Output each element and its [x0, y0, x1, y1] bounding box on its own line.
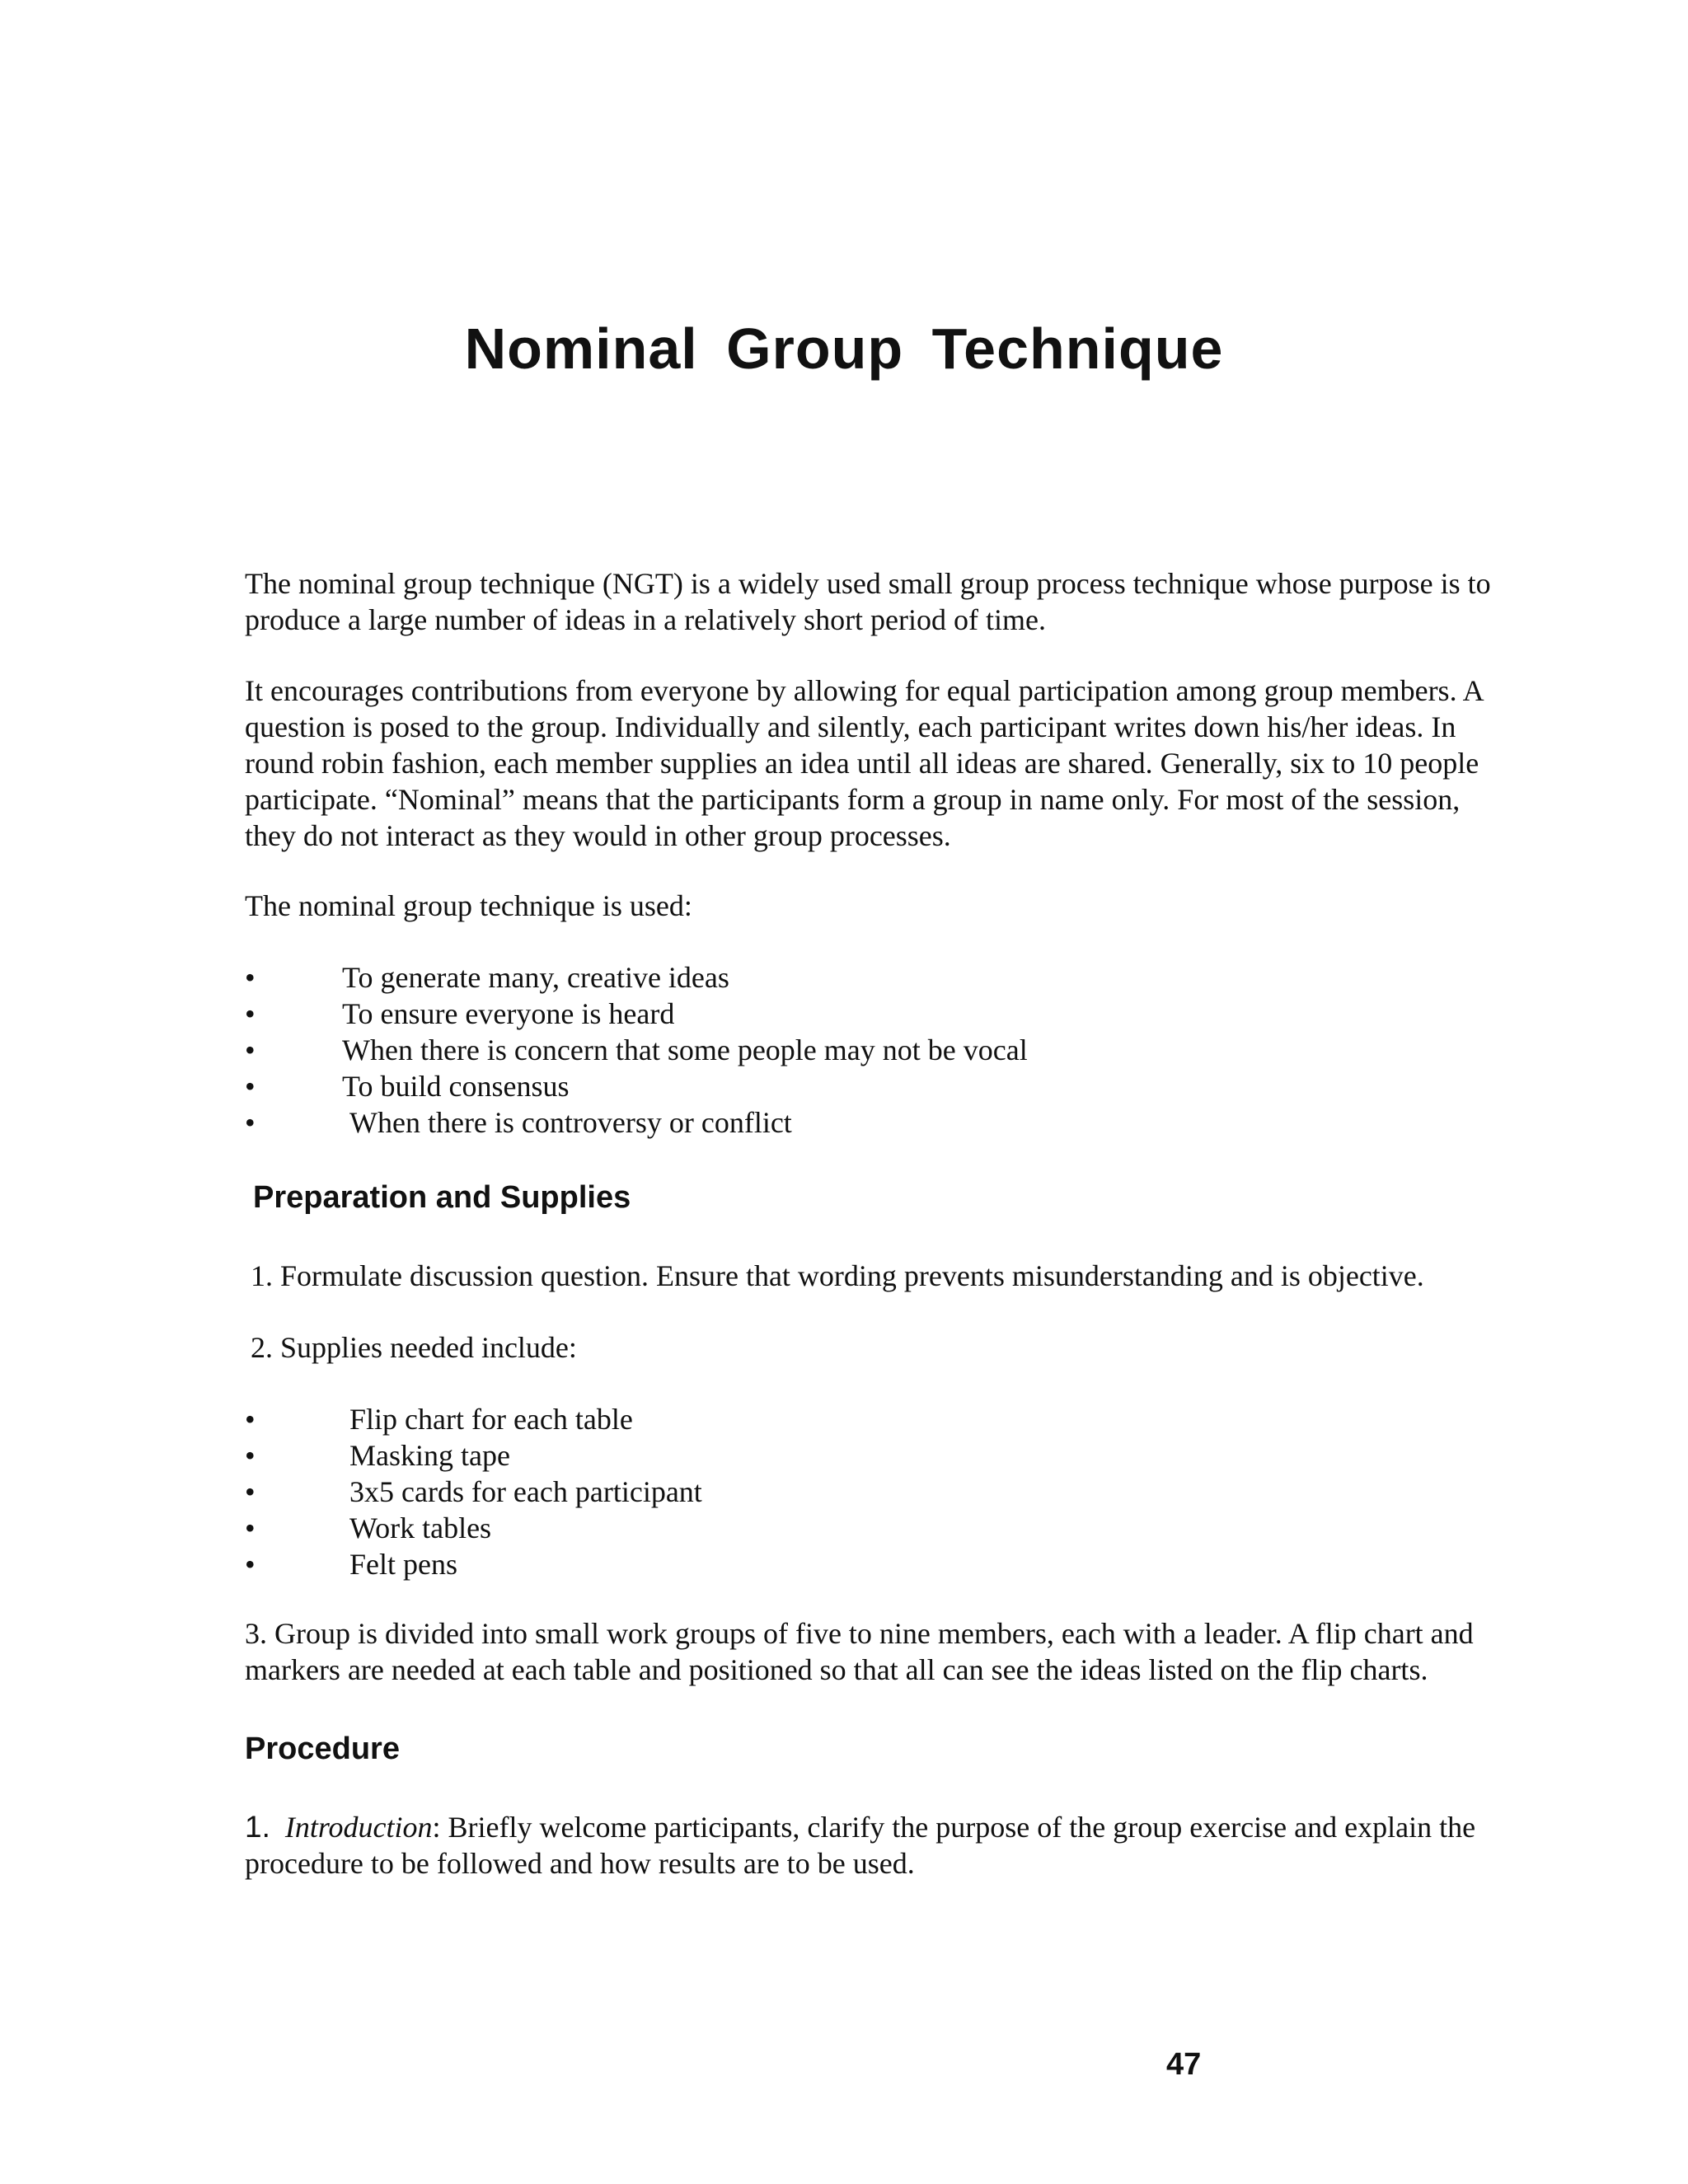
bullet-icon: •: [245, 961, 256, 994]
preparation-step-2: [251, 1329, 1512, 1366]
step-number: 1.: [245, 1810, 270, 1844]
list-item: • When there is controversy or conflict: [245, 1106, 792, 1139]
bullet-icon: •: [245, 997, 256, 1030]
used-bullet-list: [245, 959, 1481, 1141]
bullet-icon: •: [245, 1475, 256, 1508]
bullet-icon: •: [245, 1511, 256, 1544]
step-text: : Briefly welcome participants, clarify the purpose of the group exercise and explain the procedure to be followed and how results are to be used.: [245, 1811, 1476, 1880]
preparation-step-3: [245, 1615, 1506, 1688]
step-1-text: 1. Formulate discussion question. Ensure that wording prevents misunderstanding and is objective.: [251, 1259, 1424, 1292]
step-3-text: 3. Group is divided into small work groups of five to nine members, each with a leader. A flip chart and markers are needed at each table and positioned so that all can see the ideas listed on the flip charts.: [245, 1617, 1474, 1686]
list-item: • Felt pens: [245, 1548, 457, 1581]
preparation-step-1: [251, 1258, 1512, 1294]
list-item: • To build consensus: [245, 1070, 570, 1103]
list-item: • When there is concern that some people may not be vocal: [245, 1033, 1028, 1066]
list-item: • Work tables: [245, 1511, 492, 1544]
intro-text-2: It encourages contributions from everyone by allowing for equal participation among group members. A question is posed to the group. Individually and silently, each participant writes down his/her ideas. In round robin fashion, each member supplies an idea until all ideas are shared. Generally, six to 10 people participate. “Nominal” means that the participants form a group in name only. For most of the session, they do not interact as they would in other group processes.: [245, 674, 1483, 852]
list-item: • To ensure everyone is heard: [245, 997, 675, 1030]
bullet-icon: •: [245, 1033, 256, 1066]
intro-paragraph-2: [245, 673, 1506, 854]
page-number: 47: [1166, 2047, 1202, 2082]
page-title: Nominal Group Technique: [464, 316, 1224, 381]
step-label: Introduction: [284, 1811, 433, 1844]
used-lead-paragraph: [245, 888, 1506, 924]
supplies-bullet-list: [245, 1401, 1481, 1582]
bullet-icon: •: [245, 1403, 256, 1436]
procedure-heading: Procedure: [245, 1732, 400, 1766]
procedure-step-1: [245, 1809, 1506, 1882]
list-item: • To generate many, creative ideas: [245, 961, 729, 994]
intro-text-1: The nominal group technique (NGT) is a widely used small group process technique whose purpose is to produce a large number of ideas in a relatively short period of time.: [245, 567, 1491, 636]
list-item: • Masking tape: [245, 1439, 510, 1472]
preparation-heading: Preparation and Supplies: [253, 1180, 631, 1215]
list-item: • Flip chart for each table: [245, 1403, 633, 1436]
bullet-icon: •: [245, 1106, 256, 1139]
bullet-icon: •: [245, 1548, 256, 1581]
bullet-icon: •: [245, 1070, 256, 1103]
step-2-text: 2. Supplies needed include:: [251, 1331, 577, 1364]
bullet-icon: •: [245, 1439, 256, 1472]
intro-paragraph-1: [245, 565, 1506, 638]
used-lead-text: The nominal group technique is used:: [245, 889, 692, 922]
list-item: • 3x5 cards for each participant: [245, 1475, 702, 1508]
